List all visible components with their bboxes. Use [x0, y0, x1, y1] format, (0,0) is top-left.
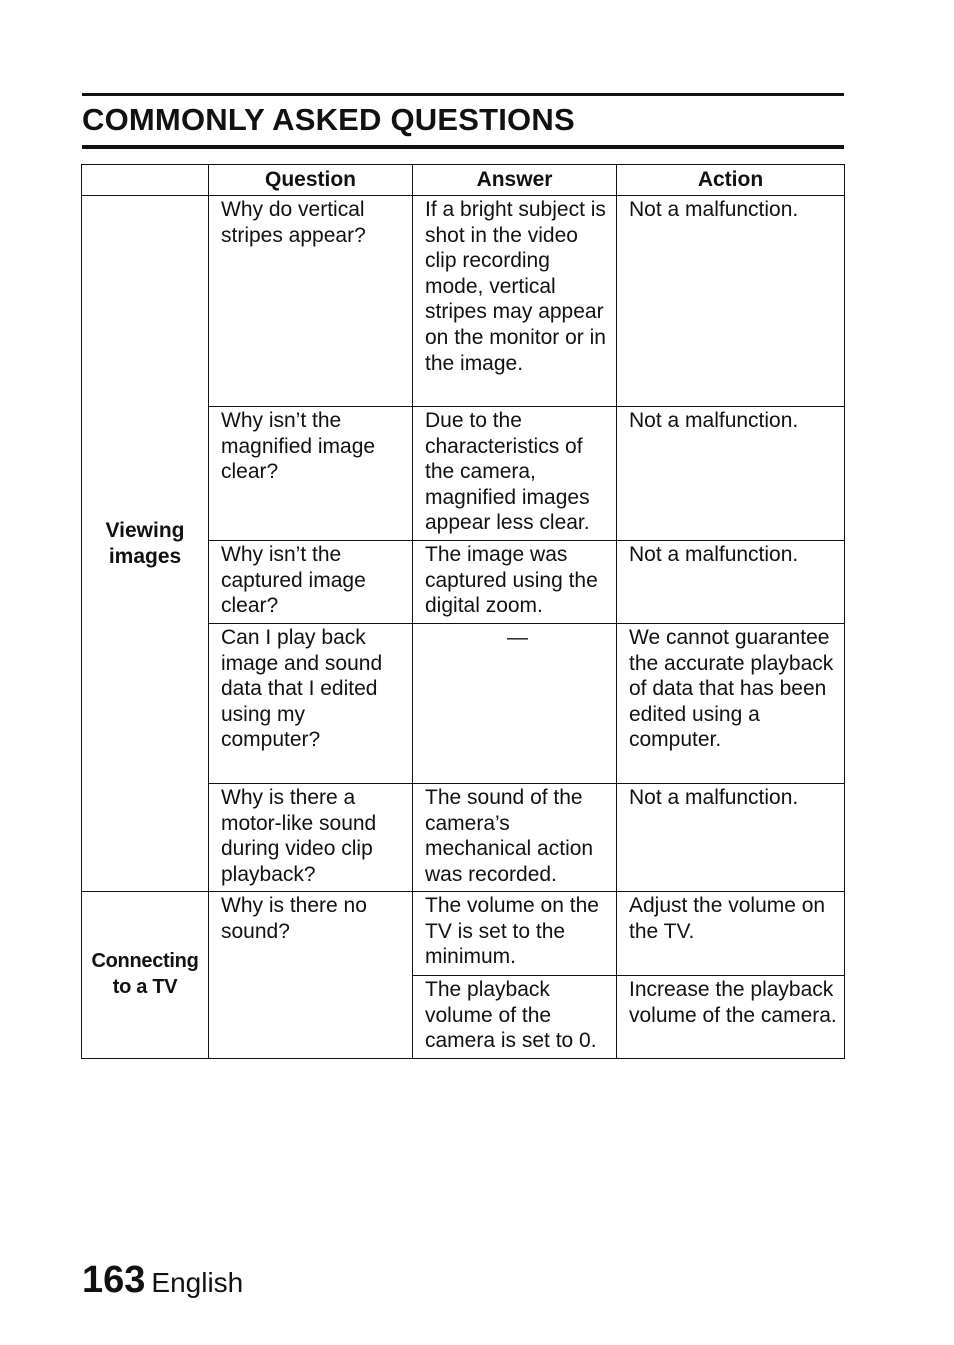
header-answer: Answer [413, 165, 617, 196]
question-cell: Why is there a motor-like sound during video clip playback? [209, 784, 413, 892]
answer-cell: The volume on the TV is set to the minimum. [413, 892, 617, 976]
title-bottom-rule [82, 145, 844, 149]
question-cell: Why isn’t the magnified image clear? [209, 407, 413, 541]
answer-cell: — [413, 624, 617, 784]
action-cell: Adjust the volume on the TV. [617, 892, 845, 976]
group-label-connecting-to-a-tv [82, 892, 209, 1059]
action-cell: Not a malfunction. [617, 784, 845, 892]
answer-cell: The playback volume of the camera is set to 0. [413, 976, 617, 1059]
page-number: 163 [82, 1259, 146, 1301]
group-label-text: Connecting to a TV [91, 950, 199, 998]
page-language: English [151, 1267, 244, 1298]
question-cell: Why is there no sound? [209, 892, 413, 1059]
page-title: COMMONLY ASKED QUESTIONS [82, 102, 575, 137]
question-cell: Can I play back image and sound data that I edited using my computer? [209, 624, 413, 784]
header-question: Question [209, 165, 413, 196]
action-cell: Not a malfunction. [617, 196, 845, 407]
header-action: Action [617, 165, 845, 196]
action-cell: Not a malfunction. [617, 407, 845, 541]
question-cell: Why isn’t the captured image clear? [209, 541, 413, 624]
action-cell: Not a malfunction. [617, 541, 845, 624]
group-label-viewing-images [82, 196, 209, 892]
answer-cell: Due to the characteristics of the camera, magnified images appear less clear. [413, 407, 617, 541]
action-cell: Increase the playback volume of the camera. [617, 976, 845, 1059]
faq-table [81, 164, 845, 1059]
answer-cell: The image was captured using the digital zoom. [413, 541, 617, 624]
header-category [82, 165, 209, 196]
header-row [82, 165, 845, 196]
answer-cell: If a bright subject is shot in the video clip recording mode, vertical stripes may appear on the monitor or in the image. [413, 196, 617, 407]
table-row [82, 196, 845, 407]
answer-cell: The sound of the camera’s mechanical action was recorded. [413, 784, 617, 892]
table-row [82, 892, 845, 976]
question-cell: Why do vertical stripes appear? [209, 196, 413, 407]
title-top-rule [82, 93, 844, 96]
group-label-text: Viewing images [105, 518, 185, 568]
page-footer [82, 1258, 243, 1305]
action-cell: We cannot guarantee the accurate playback of data that has been edited using a computer. [617, 624, 845, 784]
